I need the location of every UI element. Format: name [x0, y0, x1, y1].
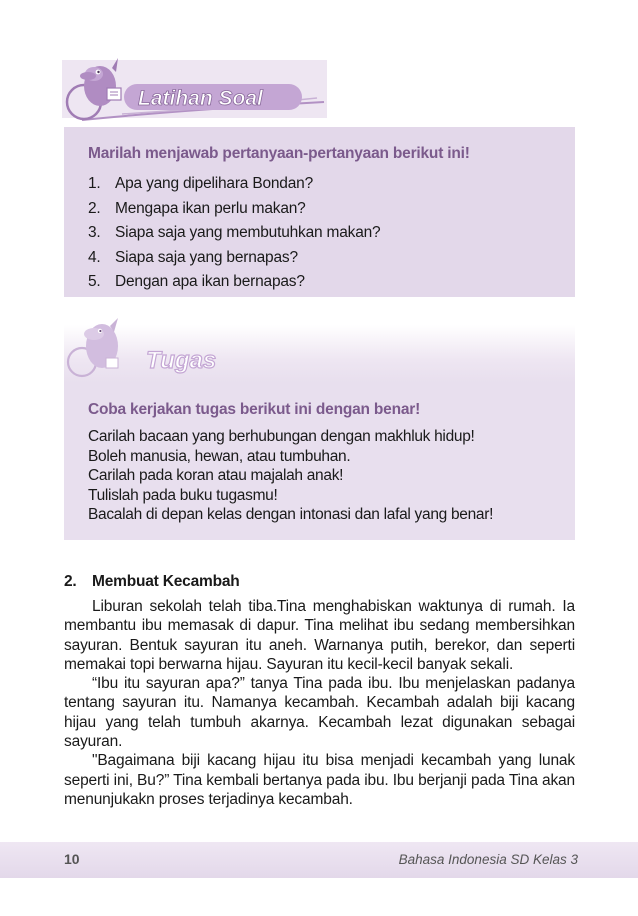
list-item — [88, 221, 380, 246]
list-item — [88, 197, 380, 222]
latihan-soal-box — [64, 127, 575, 297]
latihan-soal-title: Latihan Soal — [138, 87, 263, 110]
question-text: Apa yang dipelihara Bondan? — [115, 175, 313, 192]
latihan-soal-banner — [62, 58, 327, 124]
question-number: 2. — [88, 199, 101, 217]
page-number: 10 — [64, 851, 80, 867]
question-text: Mengapa ikan perlu makan? — [115, 199, 306, 217]
question-text: Siapa saja yang bernapas? — [115, 248, 298, 266]
tugas-instructions — [88, 427, 493, 525]
question-text: Siapa saja yang membutuhkan makan? — [115, 224, 381, 241]
section-title: Membuat Kecambah — [92, 573, 240, 590]
latihan-soal-intro: Marilah menjawab pertanyaan-pertanyaan berikut ini! — [88, 145, 470, 162]
list-item — [88, 246, 380, 271]
instruction-line: Tulislah pada buku tugasmu! — [88, 486, 278, 504]
instruction-line: Carilah pada koran atau majalah anak! — [88, 467, 344, 484]
section-number: 2. — [64, 573, 77, 590]
tugas-banner — [66, 318, 246, 382]
tugas-title: Tugas — [146, 347, 217, 374]
question-number: 4. — [88, 248, 101, 266]
instruction-line: Boleh manusia, hewan, atau tumbuhan. — [88, 447, 351, 465]
paragraph: "Bagaimana biji kacang hijau itu bisa menjadi kecambah yang lunak seperti ini, Bu?” Tina kembali bertanya pada ibu. Ibu berjanji pada Tina akan menunjukakn proses terjadinya kecambah. — [64, 752, 575, 808]
page-footer — [0, 842, 638, 878]
paragraph: Liburan sekolah telah tiba.Tina menghabiskan waktunya di rumah. Ia membantu ibu memasak di dapur. Tina melihat ibu sedang membersihkan sayuran. Bentuk sayuran itu aneh. Warnanya putih, berekor, dan seperti memakai topi berwarna hijau. Sayuran itu kecil-kecil banyak sekali. — [64, 598, 575, 673]
story-text — [64, 597, 575, 809]
instruction-line: Bacalah di depan kelas dengan intonasi dan lafal yang benar! — [88, 506, 494, 523]
book-title: Bahasa Indonesia SD Kelas 3 — [398, 852, 578, 867]
question-number: 3. — [88, 224, 101, 241]
list-item — [88, 270, 380, 295]
question-number: 1. — [88, 175, 101, 192]
list-item — [88, 172, 380, 197]
instruction-line: Carilah bacaan yang berhubungan dengan makhluk hidup! — [88, 428, 475, 445]
question-number: 5. — [88, 273, 101, 290]
tugas-banner-graphic — [66, 318, 246, 382]
tugas-box — [64, 383, 575, 540]
latihan-soal-banner-graphic — [62, 58, 327, 124]
dolphin-icon — [68, 318, 118, 376]
tugas-intro: Coba kerjakan tugas berikut ini dengan benar! — [88, 401, 421, 418]
question-list — [88, 172, 380, 295]
question-text: Dengan apa ikan bernapas? — [115, 273, 305, 290]
section-heading — [64, 573, 240, 591]
paragraph: “Ibu itu sayuran apa?” tanya Tina pada ibu. Ibu menjelaskan padanya tentang sayuran itu. Namanya kecambah. Kecambah adalah biji kacang hijau yang telah tumbuh akarnya. Kecambah lezat digunakan sebagai sayuran. — [64, 675, 575, 751]
